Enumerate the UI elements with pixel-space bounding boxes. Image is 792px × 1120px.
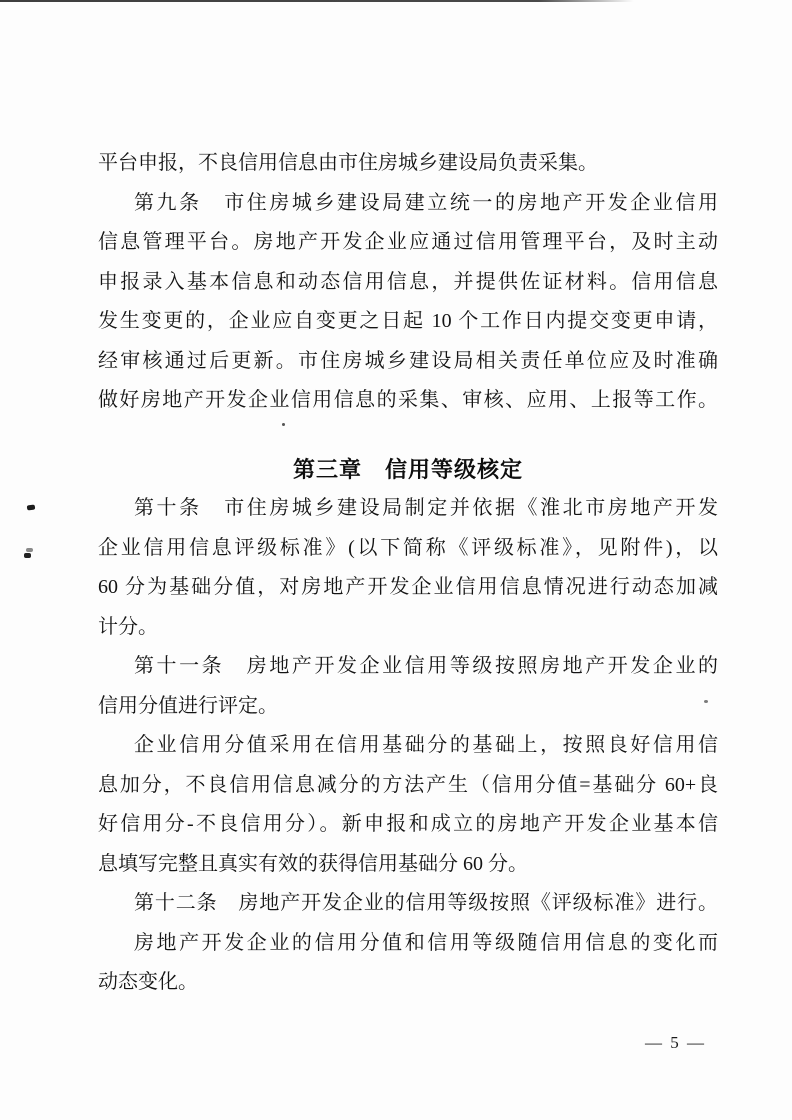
text-line: 企业信用分值采用在信用基础分的基础上，按照良好信用信 bbox=[134, 734, 718, 756]
chapter-heading: 第三章 信用等级核定 bbox=[292, 456, 523, 482]
text-line: 申报录入基本信息和动态信用信息，并提供佐证材料。信用信息 bbox=[98, 270, 718, 293]
document-body bbox=[98, 144, 718, 1003]
text-line: 信息管理平台。房地产开发企业应通过信用管理平台，及时主动 bbox=[98, 231, 718, 253]
text-line: 平台申报，不良信用信息由市住房城乡建设局负责采集。 bbox=[98, 152, 598, 174]
text-line: 第十二条 房地产开发企业的信用等级按照《评级标准》进行。 bbox=[134, 892, 718, 914]
text-line: 好信用分-不良信用分）。新申报和成立的房地产开发企业基本信 bbox=[98, 813, 718, 835]
text-line: 动态变化。 bbox=[98, 971, 198, 993]
text-line: 息加分，不良信用信息减分的方法产生（信用分值=基础分 60+良 bbox=[98, 773, 718, 796]
scan-speck bbox=[24, 553, 31, 558]
scan-edge-line bbox=[0, 0, 792, 2]
text-line: 第九条 市住房城乡建设局建立统一的房地产开发企业信用 bbox=[134, 191, 718, 214]
scan-speck bbox=[27, 504, 36, 510]
text-line: 发生变更的，企业应自变更之日起 10 个工作日内提交变更申请， bbox=[98, 310, 718, 332]
text-line: 60 分为基础分值，对房地产开发企业信用信息情况进行动态加减 bbox=[98, 576, 718, 598]
text-line: 计分。 bbox=[98, 615, 158, 638]
text-line: 做好房地产开发企业信用信息的采集、审核、应用、上报等工作。 bbox=[98, 389, 718, 411]
text-line: 第十一条 房地产开发企业信用等级按照房地产开发企业的 bbox=[134, 655, 718, 677]
scan-speck bbox=[26, 548, 33, 552]
text-line: 第十条 市住房城乡建设局制定并依据《淮北市房地产开发 bbox=[134, 497, 718, 519]
text-line: 息填写完整且真实有效的获得信用基础分 60 分。 bbox=[98, 852, 528, 875]
text-line: 经审核通过后更新。市住房城乡建设局相关责任单位应及时准确 bbox=[98, 349, 718, 372]
text-line: 房地产开发企业的信用分值和信用等级随信用信息的变化而 bbox=[134, 931, 718, 954]
page-number: — 5 — bbox=[645, 1033, 706, 1052]
text-line: 企业信用信息评级标准》(以下简称《评级标准》，见附件)，以 bbox=[98, 536, 718, 559]
text-line: 信用分值进行评定。 bbox=[98, 694, 278, 717]
